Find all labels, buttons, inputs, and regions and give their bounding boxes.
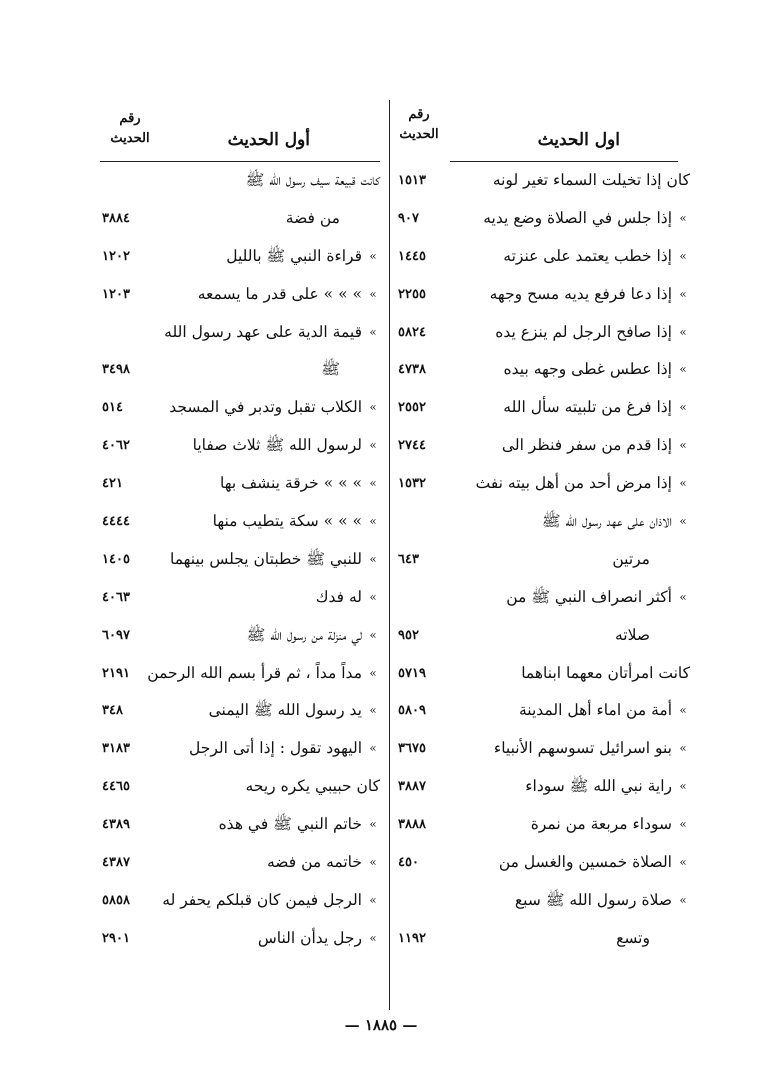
hadith-opening-text: يد رسول الله ﷺ اليمنى bbox=[208, 701, 362, 720]
hadith-opening-text: إذا فرغ من تلبيته سأل الله bbox=[503, 398, 672, 417]
index-entry bbox=[100, 579, 380, 617]
number-heading-line-1: رقم bbox=[119, 111, 141, 126]
ditto-mark: » bbox=[679, 210, 687, 225]
ditto-mark: » bbox=[679, 400, 687, 415]
hadith-number: ٣٤٨ bbox=[102, 703, 123, 719]
ditto-mark: » bbox=[679, 248, 687, 263]
hadith-opening-text: خاتمه من فضه bbox=[266, 853, 362, 872]
hadith-number: ٤٥٠ bbox=[398, 855, 419, 871]
index-entry bbox=[398, 503, 690, 541]
hadith-number: ٥١٤ bbox=[102, 400, 123, 416]
index-entry bbox=[398, 351, 690, 389]
ditto-mark: » bbox=[369, 589, 377, 604]
hadith-opening-text: الرجل فيمن كان قبلكم يحفر له bbox=[162, 890, 362, 909]
index-entry bbox=[100, 200, 380, 238]
index-entry bbox=[398, 806, 690, 844]
hadith-opening-text: كان إذا تخيلت السماء تغير لونه bbox=[492, 171, 690, 189]
ditto-mark: » bbox=[679, 589, 687, 604]
hadith-number: ١١٩٢ bbox=[398, 930, 426, 946]
ditto-mark: » bbox=[369, 438, 377, 453]
ditto-mark: » bbox=[679, 817, 687, 832]
hadith-number: ٥٨٢٤ bbox=[398, 324, 426, 340]
number-heading-line-1: رقم bbox=[408, 107, 430, 122]
index-entry bbox=[398, 579, 690, 617]
index-entry bbox=[100, 162, 380, 200]
hadith-opening-text: الكلاب تقبل وتدبر في المسجد bbox=[169, 398, 362, 417]
hadith-opening-text: من فضة bbox=[285, 208, 340, 227]
left-column-header bbox=[100, 108, 380, 162]
index-entry bbox=[398, 389, 690, 427]
hadith-number: ٤٣٨٧ bbox=[102, 855, 130, 871]
right-column-title: اول الحديث bbox=[537, 130, 620, 150]
hadith-opening-text: راية نبي الله ﷺ سوداء bbox=[525, 777, 672, 796]
hadith-opening-text: صلاته bbox=[614, 625, 650, 644]
hadith-opening-text: إذا مرض أحد من أهل بيته نفث bbox=[475, 474, 672, 493]
hadith-number: ١٢٠٢ bbox=[102, 248, 130, 264]
left-column-number-heading bbox=[108, 112, 152, 146]
hadith-opening-text: إذا عطس غطى وجهه بيده bbox=[503, 360, 672, 379]
index-entry bbox=[100, 617, 380, 655]
index-entry bbox=[398, 617, 690, 655]
hadith-opening-text: بنو اسرائيل تسوسهم الأنبياء bbox=[493, 739, 672, 758]
hadith-number: ٥٨٠٩ bbox=[398, 703, 426, 719]
hadith-number: ٣٨٨٧ bbox=[398, 779, 426, 795]
hadith-opening-text: لي منزلة من رسول الله ﷺ bbox=[246, 625, 362, 644]
hadith-number: ٤٤٤٤ bbox=[102, 514, 130, 530]
ditto-mark: » bbox=[679, 741, 687, 756]
hadith-opening-text: خاتم النبي ﷺ في هذه bbox=[218, 815, 362, 834]
index-entry bbox=[100, 351, 380, 389]
index-entry bbox=[100, 427, 380, 465]
hadith-number: ٢٥٥٢ bbox=[398, 400, 426, 416]
hadith-opening-text: كانت امرأتان معهما ابناهما bbox=[521, 663, 690, 682]
ditto-mark: » bbox=[369, 400, 377, 415]
hadith-opening-text: » » » على قدر ما يسمعه bbox=[197, 284, 362, 303]
number-heading-line-2: الحديث bbox=[110, 131, 150, 146]
hadith-number: ١٢٠٣ bbox=[102, 286, 130, 302]
ditto-mark: » bbox=[679, 892, 687, 907]
hadith-number: ٤٧٣٨ bbox=[398, 362, 426, 378]
hadith-number: ٣١٨٣ bbox=[102, 741, 130, 757]
column-divider bbox=[389, 100, 390, 1010]
ditto-mark: » bbox=[369, 324, 377, 339]
left-column bbox=[100, 108, 380, 958]
right-column bbox=[398, 108, 690, 958]
index-entry bbox=[100, 844, 380, 882]
index-entry bbox=[398, 427, 690, 465]
ditto-mark: » bbox=[369, 665, 377, 680]
right-column-number-heading bbox=[398, 108, 440, 142]
ditto-mark: » bbox=[679, 855, 687, 870]
hadith-number: ٢٩٠١ bbox=[102, 930, 130, 946]
index-entry bbox=[398, 882, 690, 920]
hadith-opening-text: إذا خطب يعتمد على عنزته bbox=[503, 246, 672, 265]
right-column-header bbox=[398, 108, 690, 162]
index-entry bbox=[398, 465, 690, 503]
index-entry bbox=[398, 730, 690, 768]
hadith-number: ١٤٤٥ bbox=[398, 248, 426, 264]
ditto-mark: » bbox=[369, 627, 377, 642]
hadith-opening-text: مداً مداً ، ثم قرأ بسم الله الرحمن bbox=[147, 663, 362, 682]
hadith-number: ٦٤٣ bbox=[398, 551, 419, 567]
index-entry bbox=[100, 692, 380, 730]
number-heading-line-2: الحديث bbox=[399, 127, 439, 142]
ditto-mark: » bbox=[369, 703, 377, 718]
ditto-mark: » bbox=[679, 438, 687, 453]
hadith-opening-text: كانت قبيعة سيف رسول الله ﷺ bbox=[245, 171, 380, 189]
index-entry bbox=[398, 238, 690, 276]
index-entry bbox=[398, 541, 690, 579]
ditto-mark: » bbox=[679, 476, 687, 491]
hadith-opening-text: » » » خرقة ينشف بها bbox=[220, 474, 362, 493]
index-entry bbox=[398, 655, 690, 693]
hadith-opening-text: رجل يدأن الناس bbox=[257, 928, 362, 947]
hadith-opening-text: مرتين bbox=[612, 549, 650, 568]
hadith-opening-text: كان حبيبي يكره ريحه bbox=[245, 777, 380, 796]
ditto-mark: » bbox=[369, 855, 377, 870]
hadith-opening-text: صلاة رسول الله ﷺ سبع bbox=[514, 890, 672, 909]
ditto-mark: » bbox=[369, 551, 377, 566]
index-entry bbox=[398, 692, 690, 730]
ditto-mark: » bbox=[369, 892, 377, 907]
hadith-number: ٢٧٤٤ bbox=[398, 438, 426, 454]
hadith-number: ٢١٩١ bbox=[102, 665, 130, 681]
hadith-number: ٣٦٧٥ bbox=[398, 741, 426, 757]
index-entry bbox=[100, 314, 380, 352]
ditto-mark: » bbox=[369, 514, 377, 529]
index-entry bbox=[398, 920, 690, 958]
ditto-mark: » bbox=[369, 248, 377, 263]
hadith-number: ١٥٣٢ bbox=[398, 476, 426, 492]
index-entry bbox=[398, 844, 690, 882]
hadith-opening-text: إذا صافح الرجل لم ينزع يده bbox=[495, 322, 672, 341]
hadith-number: ٥٨٥٨ bbox=[102, 892, 130, 908]
ditto-mark: » bbox=[679, 286, 687, 301]
hadith-number: ٤٤٦٥ bbox=[102, 779, 130, 795]
ditto-mark: » bbox=[679, 779, 687, 794]
hadith-number: ٣٨٨٤ bbox=[102, 210, 130, 226]
page-number: — ١٨٨٥ — bbox=[344, 1016, 418, 1034]
ditto-mark: » bbox=[679, 324, 687, 339]
ditto-mark: » bbox=[369, 930, 377, 945]
index-entry bbox=[100, 389, 380, 427]
index-entry bbox=[100, 920, 380, 958]
hadith-number: ٤٠٦٢ bbox=[102, 438, 130, 454]
hadith-opening-text: له فدك bbox=[315, 587, 362, 606]
hadith-number: ٩٥٢ bbox=[398, 627, 419, 643]
hadith-number: ٥٧١٩ bbox=[398, 665, 426, 681]
index-entry bbox=[100, 655, 380, 693]
ditto-mark: » bbox=[369, 741, 377, 756]
hadith-number: ٤٠٦٣ bbox=[102, 589, 130, 605]
hadith-opening-text: للنبي ﷺ خطبتان يجلس بينهما bbox=[169, 549, 362, 568]
hadith-opening-text: سوداء مربعة من نمرة bbox=[530, 815, 672, 834]
hadith-number: ٤٢١ bbox=[102, 476, 123, 492]
hadith-number: ١٥١٣ bbox=[398, 173, 426, 188]
ditto-mark: » bbox=[679, 514, 687, 529]
hadith-opening-text: أمة من اماء أهل المدينة bbox=[519, 701, 672, 720]
index-entry bbox=[100, 276, 380, 314]
hadith-opening-text: إذا دعا فرفع يديه مسح وجهه bbox=[489, 284, 672, 303]
index-entry bbox=[398, 200, 690, 238]
right-column-rows bbox=[398, 162, 690, 958]
hadith-opening-text: لرسول الله ﷺ ثلاث صفايا bbox=[192, 436, 362, 455]
hadith-opening-text: قيمة الدية على عهد رسول الله bbox=[164, 322, 362, 341]
ditto-mark: » bbox=[369, 286, 377, 301]
index-entry bbox=[398, 162, 690, 200]
hadith-number: ٦٠٩٧ bbox=[102, 627, 130, 643]
index-entry bbox=[100, 503, 380, 541]
ditto-mark: » bbox=[679, 703, 687, 718]
index-entry bbox=[100, 465, 380, 503]
hadith-number: ١٤٠٥ bbox=[102, 551, 130, 567]
index-entry bbox=[100, 541, 380, 579]
index-entry bbox=[398, 314, 690, 352]
hadith-opening-text: إذا جلس في الصلاة وضع يديه bbox=[483, 208, 672, 227]
hadith-number: ٩٠٧ bbox=[398, 210, 419, 226]
hadith-opening-text: وتسع bbox=[616, 928, 650, 947]
hadith-opening-text: الصلاة خمسين والغسل من bbox=[498, 853, 672, 872]
hadith-opening-text: ﷺ bbox=[321, 360, 340, 379]
hadith-opening-text: أكثر انصراف النبي ﷺ من bbox=[506, 587, 672, 606]
index-entry bbox=[398, 768, 690, 806]
hadith-opening-text: » » » سكة يتطيب منها bbox=[212, 512, 362, 531]
index-entry bbox=[100, 806, 380, 844]
left-column-title: أول الحديث bbox=[227, 130, 310, 150]
index-entry bbox=[100, 882, 380, 920]
hadith-number: ٣٨٨٨ bbox=[398, 817, 426, 833]
hadith-opening-text: اليهود تقول : إذا أتى الرجل bbox=[189, 739, 362, 758]
hadith-opening-text: قراءة النبي ﷺ بالليل bbox=[226, 246, 362, 265]
hadith-opening-text: إذا قدم من سفر فنظر الى bbox=[501, 436, 672, 455]
ditto-mark: » bbox=[679, 362, 687, 377]
ditto-mark: » bbox=[369, 476, 377, 491]
hadith-number: ٢٢٥٥ bbox=[398, 286, 426, 302]
hadith-opening-text: الاذان على عهد رسول الله ﷺ bbox=[541, 512, 672, 531]
index-entry bbox=[398, 276, 690, 314]
hadith-number: ٤٣٨٩ bbox=[102, 817, 130, 833]
index-entry bbox=[100, 768, 380, 806]
left-column-rows bbox=[100, 162, 380, 958]
hadith-number: ٣٤٩٨ bbox=[102, 362, 130, 378]
ditto-mark: » bbox=[369, 817, 377, 832]
index-entry bbox=[100, 730, 380, 768]
index-entry bbox=[100, 238, 380, 276]
